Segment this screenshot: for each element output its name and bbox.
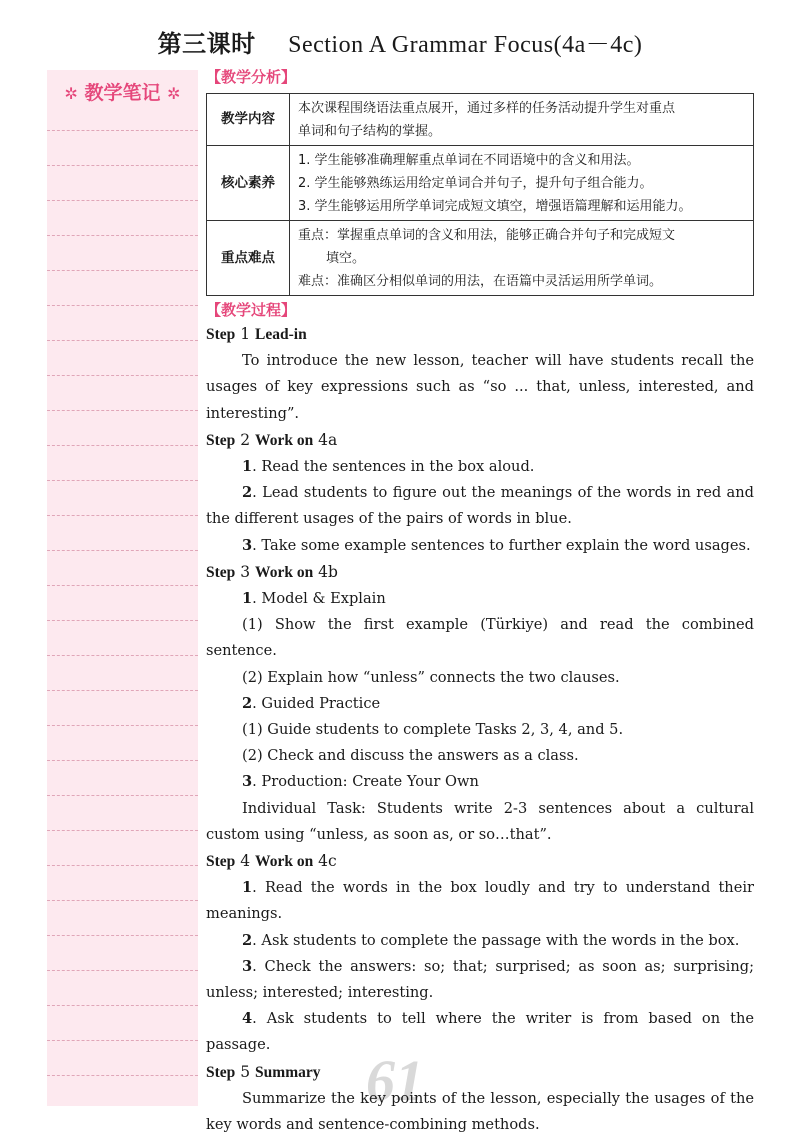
- step-item: [206, 533, 754, 559]
- step-item: (2) Explain how “unless” connects the two clauses.: [242, 668, 620, 686]
- ruled-line: [47, 1040, 198, 1041]
- ruled-line: [47, 585, 198, 586]
- row-label: 重点难点: [207, 221, 290, 296]
- step-item: (1) Guide students to complete Tasks 2, 3, 4, and 5.: [242, 721, 624, 739]
- ruled-line: [47, 865, 198, 866]
- step-title: Summary: [255, 1063, 321, 1081]
- ruled-line: [47, 410, 198, 411]
- ruled-line: [47, 725, 198, 726]
- ruled-line: [47, 795, 198, 796]
- ruled-line: [47, 935, 198, 936]
- page-title: [0, 24, 800, 59]
- step-title: Work on: [255, 431, 314, 449]
- step-heading: [206, 427, 754, 454]
- ruled-line: [47, 690, 198, 691]
- step-item: Individual Task: Students write 2-3 sentences about a cultural custom using “unless, as soon as, or so…that”.: [206, 799, 754, 843]
- step-heading: [206, 321, 754, 348]
- notes-heading: [47, 78, 198, 105]
- ruled-line: [47, 305, 198, 306]
- process-heading: 【教学过程】: [206, 301, 297, 319]
- ruled-line: [47, 515, 198, 516]
- step-title: Work on: [255, 853, 314, 871]
- step-item: [206, 928, 754, 954]
- item-number: 1: [242, 590, 253, 608]
- item-text: . Ask students to complete the passage with the words in the box.: [252, 931, 740, 949]
- table-row: [207, 146, 754, 221]
- item-number: 3: [242, 957, 253, 975]
- cell-line: 单词和句子结构的掌握。: [298, 124, 442, 139]
- ruled-line: [47, 970, 198, 971]
- table-row: [207, 221, 754, 296]
- ruled-line: [47, 375, 198, 376]
- step-item: [206, 769, 754, 795]
- step-item: [206, 454, 754, 480]
- item-text: . Read the sentences in the box aloud.: [252, 458, 535, 476]
- item-text: . Ask students to tell where the writer is from based on the passage.: [206, 1010, 754, 1054]
- step-item: [206, 691, 754, 717]
- step-word: Step: [206, 1063, 236, 1081]
- ruled-line: [47, 165, 198, 166]
- row-content: [290, 146, 754, 221]
- cell-line: 填空。: [326, 251, 366, 266]
- step-paragraph: To introduce the new lesson, teacher will have students recall the usages of key expressions such as “so ... that, unless, interested, and interesting”.: [206, 352, 754, 422]
- row-label: 核心素养: [207, 146, 290, 221]
- ruled-line: [47, 235, 198, 236]
- ruled-line: [47, 270, 198, 271]
- table-row: [207, 94, 754, 146]
- step-item: (1) Show the first example (Türkiye) and read the combined sentence.: [206, 616, 754, 660]
- step-title: Work on: [255, 563, 314, 581]
- lesson-label: 第三课时: [157, 32, 256, 58]
- ruled-line: [47, 620, 198, 621]
- step-word: Step: [206, 431, 236, 449]
- step-number: 5: [240, 1062, 251, 1081]
- step-heading: [206, 1059, 754, 1086]
- cell-line: 1. 学生能够准确理解重点单词在不同语境中的含义和用法。: [298, 153, 640, 168]
- ruled-line: [47, 480, 198, 481]
- step-code: 4b: [318, 562, 338, 581]
- item-text: . Read the words in the box loudly and try to understand their meanings.: [206, 879, 754, 923]
- item-number: 4: [242, 1010, 253, 1028]
- step-item: (2) Check and discuss the answers as a class.: [242, 747, 579, 765]
- cell-line: 3. 学生能够运用所学单词完成短文填空，增强语篇理解和运用能力。: [298, 199, 692, 214]
- step-number: 2: [240, 430, 251, 449]
- main-content: [206, 66, 754, 1138]
- step-word: Step: [206, 853, 236, 871]
- ruled-line: [47, 655, 198, 656]
- ruled-line: [47, 445, 198, 446]
- step-item: [206, 954, 754, 1006]
- star-icon: ✲: [167, 84, 181, 103]
- star-icon: ✲: [64, 84, 78, 103]
- item-number: 3: [242, 536, 253, 554]
- step-item: [206, 586, 754, 612]
- analysis-heading: 【教学分析】: [206, 68, 297, 86]
- item-text: . Guided Practice: [252, 694, 381, 712]
- step-item: [206, 480, 754, 532]
- section-title: Section A Grammar Focus(4a－4c): [288, 32, 643, 58]
- ruled-line: [47, 130, 198, 131]
- ruled-line: [47, 830, 198, 831]
- ruled-line: [47, 550, 198, 551]
- ruled-line: [47, 760, 198, 761]
- item-number: 2: [242, 694, 253, 712]
- step-code: 4a: [318, 430, 338, 449]
- ruled-line: [47, 340, 198, 341]
- ruled-line: [47, 900, 198, 901]
- ruled-line: [47, 200, 198, 201]
- row-content: [290, 221, 754, 296]
- item-number: 3: [242, 773, 253, 791]
- item-number: 2: [242, 484, 253, 502]
- notes-title: 教学笔记: [84, 82, 161, 104]
- item-number: 1: [242, 458, 253, 476]
- step-number: 3: [240, 562, 251, 581]
- item-text: . Model & Explain: [252, 590, 386, 608]
- step-title: Lead-in: [255, 326, 307, 343]
- analysis-table: [206, 93, 754, 296]
- step-word: Step: [206, 326, 236, 343]
- cell-line: 本次课程围绕语法重点展开，通过多样的任务活动提升学生对重点: [298, 101, 676, 116]
- row-label: 教学内容: [207, 94, 290, 146]
- step-heading: [206, 559, 754, 586]
- row-content: [290, 94, 754, 146]
- ruled-line: [47, 1005, 198, 1006]
- step-item: [206, 1006, 754, 1058]
- step-number: 1: [240, 325, 251, 343]
- cell-line: 重点：掌握重点单词的含义和用法，能够正确合并句子和完成短文: [298, 228, 676, 243]
- step-code: 4c: [318, 852, 337, 871]
- item-number: 1: [242, 879, 253, 897]
- step-item: [206, 875, 754, 927]
- item-text: . Check the answers: so; that; surprised; as soon as; surprising; unless; interested; interesting.: [206, 957, 754, 1002]
- step-paragraph: Summarize the key points of the lesson, especially the usages of the key words and sentence-combining methods.: [206, 1089, 754, 1134]
- cell-line: 2. 学生能够熟练运用给定单词合并句子，提升句子组合能力。: [298, 176, 653, 191]
- notes-sidebar: [47, 70, 198, 1106]
- step-heading: [206, 848, 754, 875]
- page-number: 61: [366, 1048, 424, 1113]
- item-number: 2: [242, 931, 253, 949]
- step-number: 4: [240, 852, 251, 871]
- item-text: . Take some example sentences to further explain the word usages.: [252, 536, 751, 554]
- ruled-line: [47, 1075, 198, 1076]
- process-section: [206, 299, 754, 1138]
- cell-line: 难点：准确区分相似单词的用法，在语篇中灵活运用所学单词。: [298, 274, 663, 289]
- item-text: . Lead students to figure out the meanings of the words in red and the different usages of the pairs of words in blue.: [206, 484, 754, 528]
- item-text: . Production: Create Your Own: [252, 773, 479, 791]
- step-word: Step: [206, 563, 236, 581]
